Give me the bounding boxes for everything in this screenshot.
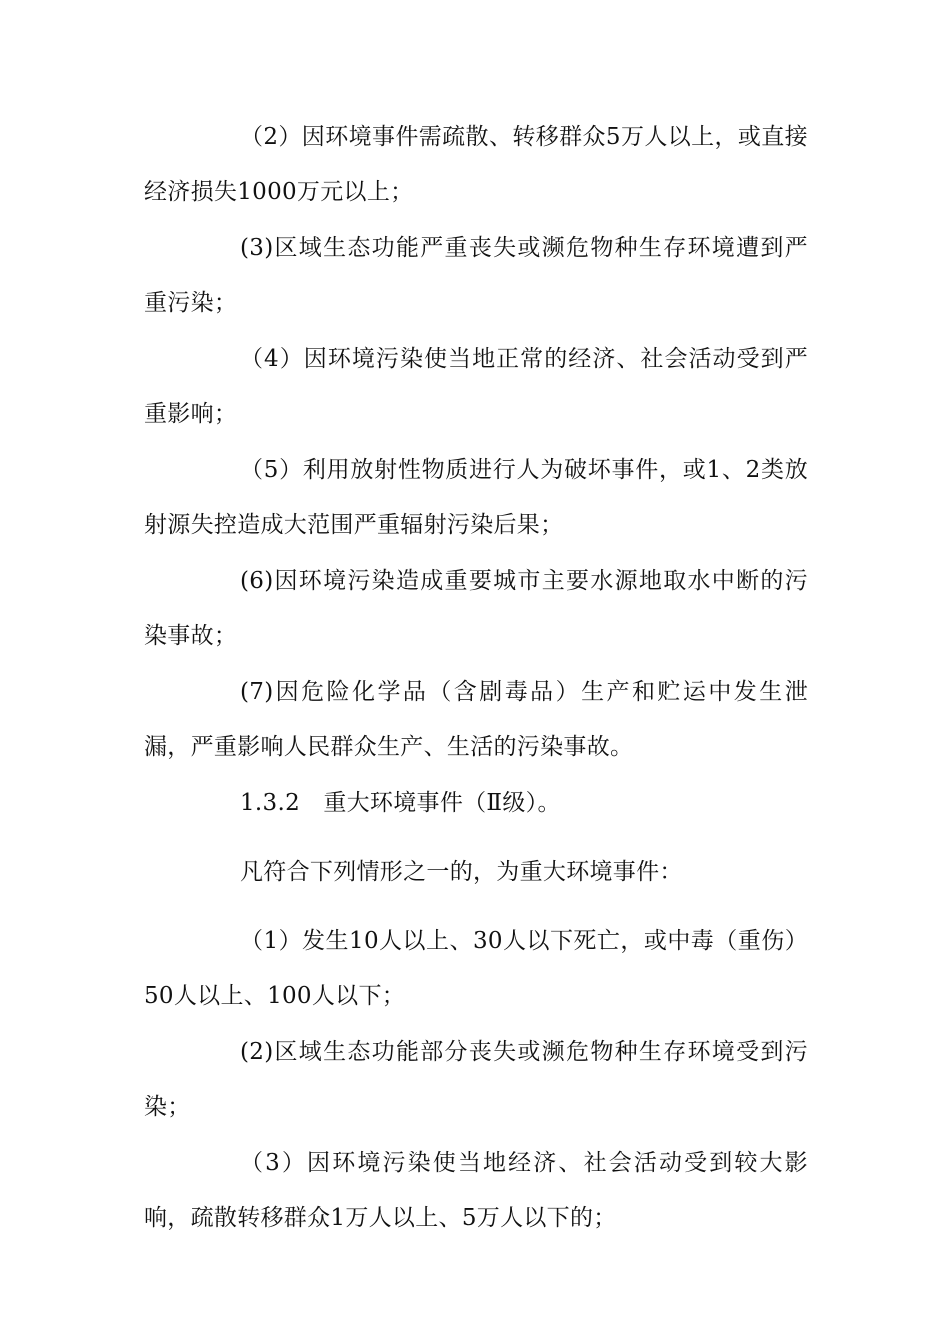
paragraph-item-4-economy: （4）因环境污染使当地正常的经济、社会活动受到严重影响；	[144, 346, 808, 427]
paragraph-item-5-radiation: （5）利用放射性物质进行人为破坏事件，或1、2类放射源失控造成大范围严重辐射污染后果；	[144, 457, 808, 538]
paragraph-item-3-ecology: (3)区域生态功能严重丧失或濒危物种生存环境遭到严重污染；	[144, 235, 808, 316]
paragraph-level2-item-3-evacuation: （3）因环境污染使当地经济、社会活动受到较大影响，疏散转移群众1万人以上、5万人以下的；	[144, 1150, 808, 1231]
paragraph-item-7-chemicals: (7)因危险化学品（含剧毒品）生产和贮运中发生泄漏，严重影响人民群众生产、生活的污染事故。	[144, 679, 808, 760]
paragraph-level2-item-2-ecology: (2)区域生态功能部分丧失或濒危物种生存环境受到污染；	[144, 1039, 808, 1120]
section-heading-1-3-2: 1.3.2 重大环境事件（Ⅱ级）。	[240, 790, 561, 816]
section-intro: 凡符合下列情形之一的，为重大环境事件：	[240, 859, 683, 885]
paragraph-item-6-water-source: (6)因环境污染造成重要城市主要水源地取水中断的污染事故；	[144, 568, 808, 649]
paragraph-item-2-evacuation: （2）因环境事件需疏散、转移群众5万人以上，或直接经济损失1000万元以上；	[144, 124, 808, 205]
paragraph-level2-item-1-casualties: （1）发生10人以上、30人以下死亡，或中毒（重伤）50人以上、100人以下；	[144, 928, 808, 1009]
